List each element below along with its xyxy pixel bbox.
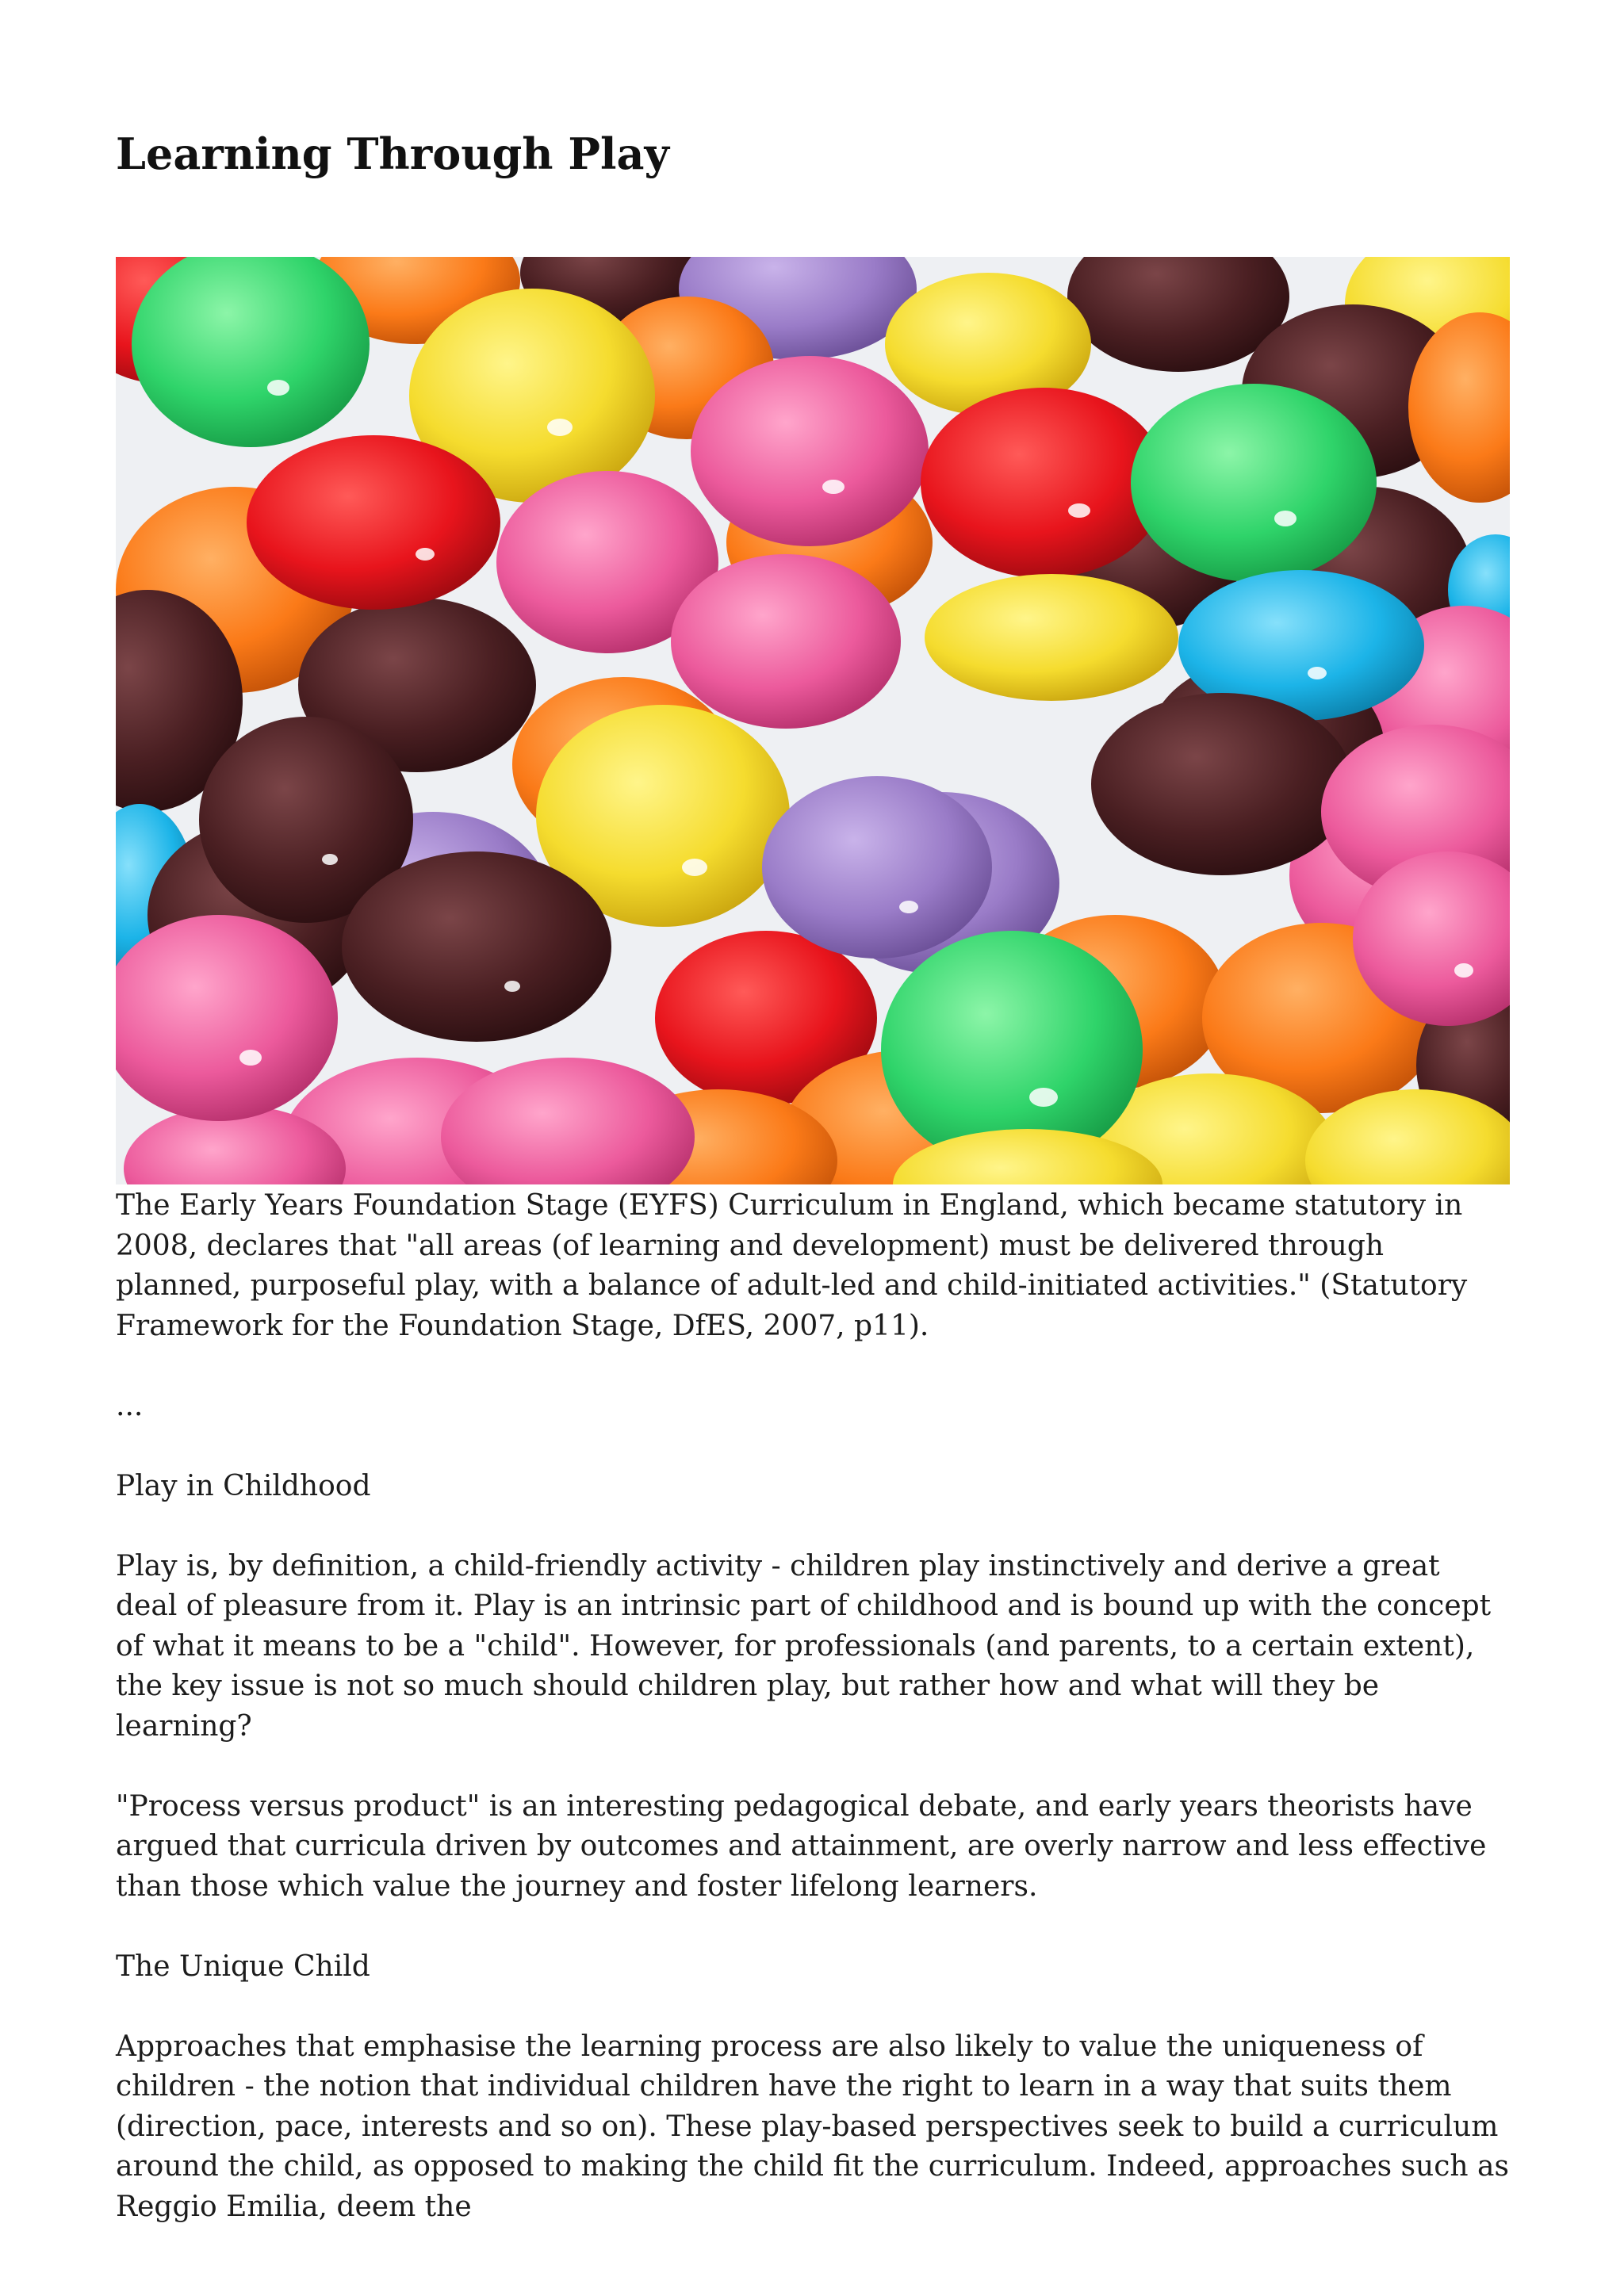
paragraph-unique-child: Approaches that emphasise the learning process are also likely to value the uniqueness of children - the notion that individual children have the right to learn in a way that suits them (direction, pace, interests and so on). These play-based perspectives seek to build a curriculum around the child, as opposed to making the child fit the curriculum. Indeed, approaches such as Reggio Emilia, deem the — [116, 2030, 1509, 2223]
paragraph-play-definition: Play is, by definition, a child-friendly activity - children play instinctively and derive a great deal of pleasure from it. Play is an intrinsic part of childhood and is bound up with the concept of what it means to be a "child". However, for professionals (and parents, to a certain extent), the key issue is not so much should children play, but rather how and what will they be learning? — [116, 1549, 1492, 1743]
section-heading-unique-child: The Unique Child — [116, 1950, 370, 1983]
hero-image — [116, 257, 1510, 1184]
document-title: Learning Through Play — [116, 128, 669, 179]
candy-photo — [116, 257, 1510, 1184]
paragraph-ellipsis: ... — [116, 1389, 144, 1422]
section-heading-play-in-childhood: Play in Childhood — [116, 1469, 371, 1502]
paragraph-intro: The Early Years Foundation Stage (EYFS) Curriculum in England, which became statutory in 2008, declares that "all areas (of learning and development) must be delivered through planned, purposeful play, with a balance of adult-led and child-initiated activities." (Statutory Framework for the Foundation Stage, DfES, 2007, p11). — [116, 1189, 1468, 1342]
article-body — [116, 1186, 1510, 2267]
paragraph-process-vs-product: "Process versus product" is an interesting pedagogical debate, and early years theorists have argued that curricula driven by outcomes and attainment, are overly narrow and less effective than those which value the journey and foster lifelong learners. — [116, 1789, 1487, 1903]
